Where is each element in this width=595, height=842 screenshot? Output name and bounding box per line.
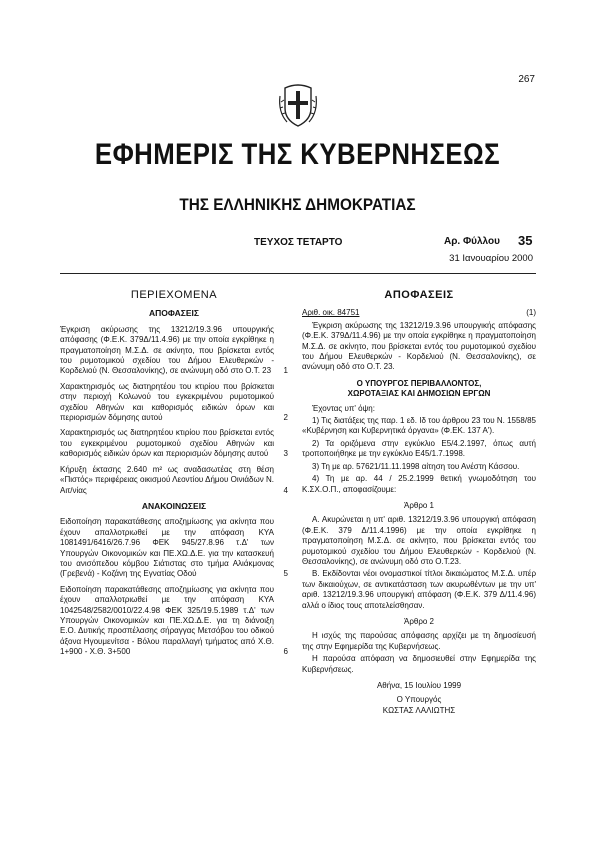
contents-entry [60,428,288,459]
decision-ref-label: Αριθ. οικ. 84751 [302,308,360,318]
article-1-paragraph-a: Α. Ακυρώνεται η υπ' αριθ. 13212/19.3.96 υπουργική απόφαση (Φ.Ε.Κ. 379 Δ/11.4.1996) με την οποία εγκρίθηκε η πραγματοποίηση Μ.Σ.Δ. σε ακίνητο, που βρίσκεται εντός του ρυμοτομικού σχεδίου του Δήμου Ελευθερκών - Κορδελιού (Ν. Θεσσαλονίκης), σε ανώνυμη οδό στο Ο.Τ.23. [302,515,536,566]
contents-entry-text: Ειδοποίηση παρακατάθεσης αποζημίωσης για ακίνητα που έχουν απαλλοτριωθεί με την απόφαση ΚΥΑ 1042548/2582/0010/22.4.98 ΦΕΚ 325/19.5.1989 τ.Δ' των Υπουργών Οικονομικών και ΠΕ.ΧΩ.Δ.Ε. για τη διάνοιξη Ε.Ο. Δυτικής προσπέλασης σήραγγας Μετσόβου του οδικού άξονα Ηγουμενίτσα - Βόλου παραλλαγή τμήματος από Χ.Θ. 1+900 - Χ.Θ. 3+500 [60,584,274,657]
contents-entry-page: 2 [283,413,288,423]
decision-reference [302,308,536,318]
signer-role: Ο Υπουργός [396,695,442,705]
issue-label: ΤΕΥΧΟΣ ΤΕΤΑΡΤΟ [254,237,343,248]
article-2-paragraph: Η παρούσα απόφαση να δημοσιευθεί στην Εφημερίδα της Κυβερνήσεως. [302,654,536,674]
coat-of-arms-emblem [277,82,319,130]
gazette-title: ΕΦΗΜΕΡΙΣ ΤΗΣ ΚΥΒΕΡΝΗΣΕΩΣ [94,138,501,171]
decision-summary: Έγκριση ακύρωσης της 13212/19.3.96 υπουργικής απόφασης (Φ.Ε.Κ. 379Δ/11.4.96) με την οποία εγκρίθηκε η πραγματοποίηση Μ.Σ.Δ. σε ακίνητο, που βρίσκεται εντός του ρυμοτομικού σχεδίου του Δήμου Ελευθερκών - Κορδελιού (Ν. Θεσσαλονίκης), σε ανώνυμη οδό στο Ο.Τ. 23. [302,320,536,372]
sheet-number: 35 [518,233,533,248]
article-1-heading: Άρθρο 1 [403,500,434,510]
having-regard-label: Έχοντας υπ' όψη: [312,403,375,413]
contents-section-decisions: ΑΠΟΦΑΣΕΙΣ [148,308,199,319]
header-rule [60,273,536,274]
contents-entry-text: Ειδοποίηση παρακατάθεσης αποζημίωσης για ακίνητα που έχουν απαλλοτριωθεί με την απόφαση ΚΥΑ 1081491/6416/26.7.96 ΦΕΚ 945/27.8.96 τ.Δ' των Υπουργών Οικονομικών και ΠΕ.ΧΩ.Δ.Ε. για την κατασκευή του ανισόπεδου κόμβου Σιάτιστας στο τμήμα Αλιάκμονας (Γρεβενά) - Κοζάνη της Εγνατίας Οδού [60,517,274,579]
contents-entry [60,325,288,377]
consideration-item: 1) Τις διατάξεις της παρ. 1 εδ. Ιδ του άρθρου 23 του Ν. 1558/85 «Κυβέρνηση και Κυβερνητικά όργανα» (Φ.ΕΚ. 137 Α'). [302,416,536,436]
article-2-paragraph: Η ισχύς της παρούσας απόφασης αρχίζει με τη δημοσίευσή της στην Εφημερίδα της Κυβερνήσεως. [302,631,536,651]
contents-entry-page: 1 [283,366,288,376]
contents-entry-page: 5 [283,569,288,579]
place-and-date: Αθήνα, 15 Ιουλίου 1999 [376,681,462,690]
contents-section-announcements: ΑΝΑΚΟΙΝΩΣΕΙΣ [141,500,207,511]
contents-entry-text: Χαρακτηρισμός ως διατηρητέου του κτιρίου που βρίσκεται στην περιοχή Κολωνού του εγκεκριμένου ρυμοτομικού σχεδίου Αθηνών και καθορισμός ειδικών όρων και περιορισμών δόμησης αυτού [60,381,274,423]
issue-date: 31 Ιανουαρίου 2000 [449,253,533,264]
article-1-paragraph-b: Β. Εκδίδονται νέοι ονομαστικοί τίτλοι δικαιώματος Μ.Σ.Δ. υπέρ των δικαιούχων, σε αντικατάσταση των ακυρωθέντων με την υπ' αριθ. 13212/19.3.96 υπουργική απόφαση (Φ.Ε.Κ. 379 Δ/11.4.96) αλλά ο ίδιος τους αποτελείσθησαν. [302,569,536,610]
gazette-subtitle: ΤΗΣ ΕΛΛΗΝΙΚΗΣ ΔΗΜΟΚΡΑΤΙΑΣ [179,195,416,214]
contents-entry-text: Χαρακτηρισμός ως διατηρητέου κτιρίου που βρίσκεται εντός του εγκεκριμένου ρυμοτομικού σχεδίου Αθηνών και καθορισμός ειδικών όρων και περιορισμών δόμησης αυτού [60,428,274,459]
contents-entry-page: 4 [283,485,288,495]
contents-entry-page: 3 [283,449,288,459]
decision-column [302,290,536,716]
minister-title-line1: Ο ΥΠΟΥΡΓΟΣ ΠΕΡΙΒΑΛΛΟΝΤΟΣ, [356,378,482,388]
signer-name: ΚΩΣΤΑΣ ΛΑΛΙΩΤΗΣ [382,705,456,715]
contents-heading: ΠΕΡΙΕΧΟΜΕΝΑ [130,289,218,301]
consideration-item: 2) Τα οριζόμενα στην εγκύκλιο Ε5/4.2.1997, όπως αυτή τροποποιήθηκε με την εγκύκλιο Ε45/1.7.1998. [302,438,536,459]
contents-entry [60,465,288,496]
contents-entry-text: Έγκριση ακύρωσης της 13212/19.3.96 υπουργικής απόφασης (Φ.Ε.Κ. 379Δ/11.4.96) με την οποία εγκρίθηκε η πραγματοποίηση Μ.Σ.Δ. σε ακίνητο, που βρίσκεται εντός του ρυμοτομικού σχεδίου του Δήμου Ελευθερκών - Κορδελιού (Ν. Θεσσαλονίκης), σε ανώνυμη οδό στο Ο.Τ. 23 [60,324,274,376]
contents-column [60,290,288,663]
consideration-item: 4) Τη με αρ. 44 / 25.2.1999 θετική γνωμοδότηση του Κ.ΣΧ.Ο.Π., αποφασίζουμε: [302,474,536,494]
contents-entry [60,382,288,424]
contents-entry-text: Κήρυξη έκτασης 2.640 m² ως αναδασωτέας στη θέση «Πιστός» περιφέρειας οικισμού Λεοντίου Δήμου Οινιάδων Ν. Αιτ/νίας [60,464,274,495]
contents-entry [60,585,288,658]
contents-entry-page: 6 [283,647,288,657]
contents-entry [60,517,288,579]
minister-title-line2: ΧΩΡΟΤΑΞΙΑΣ ΚΑΙ ΔΗΜΟΣΙΩΝ ΕΡΓΩΝ [347,389,491,399]
page-number: 267 [518,74,535,85]
sheet-label: Αρ. Φύλλου [444,236,500,247]
decision-ref-num: (1) [526,308,536,318]
consideration-item: 3) Τη με αρ. 57621/11.11.1998 αίτηση του Ανέστη Κάσσου. [312,461,520,471]
article-2-heading: Άρθρο 2 [403,616,434,626]
decisions-heading: ΑΠΟΦΑΣΕΙΣ [384,289,454,301]
